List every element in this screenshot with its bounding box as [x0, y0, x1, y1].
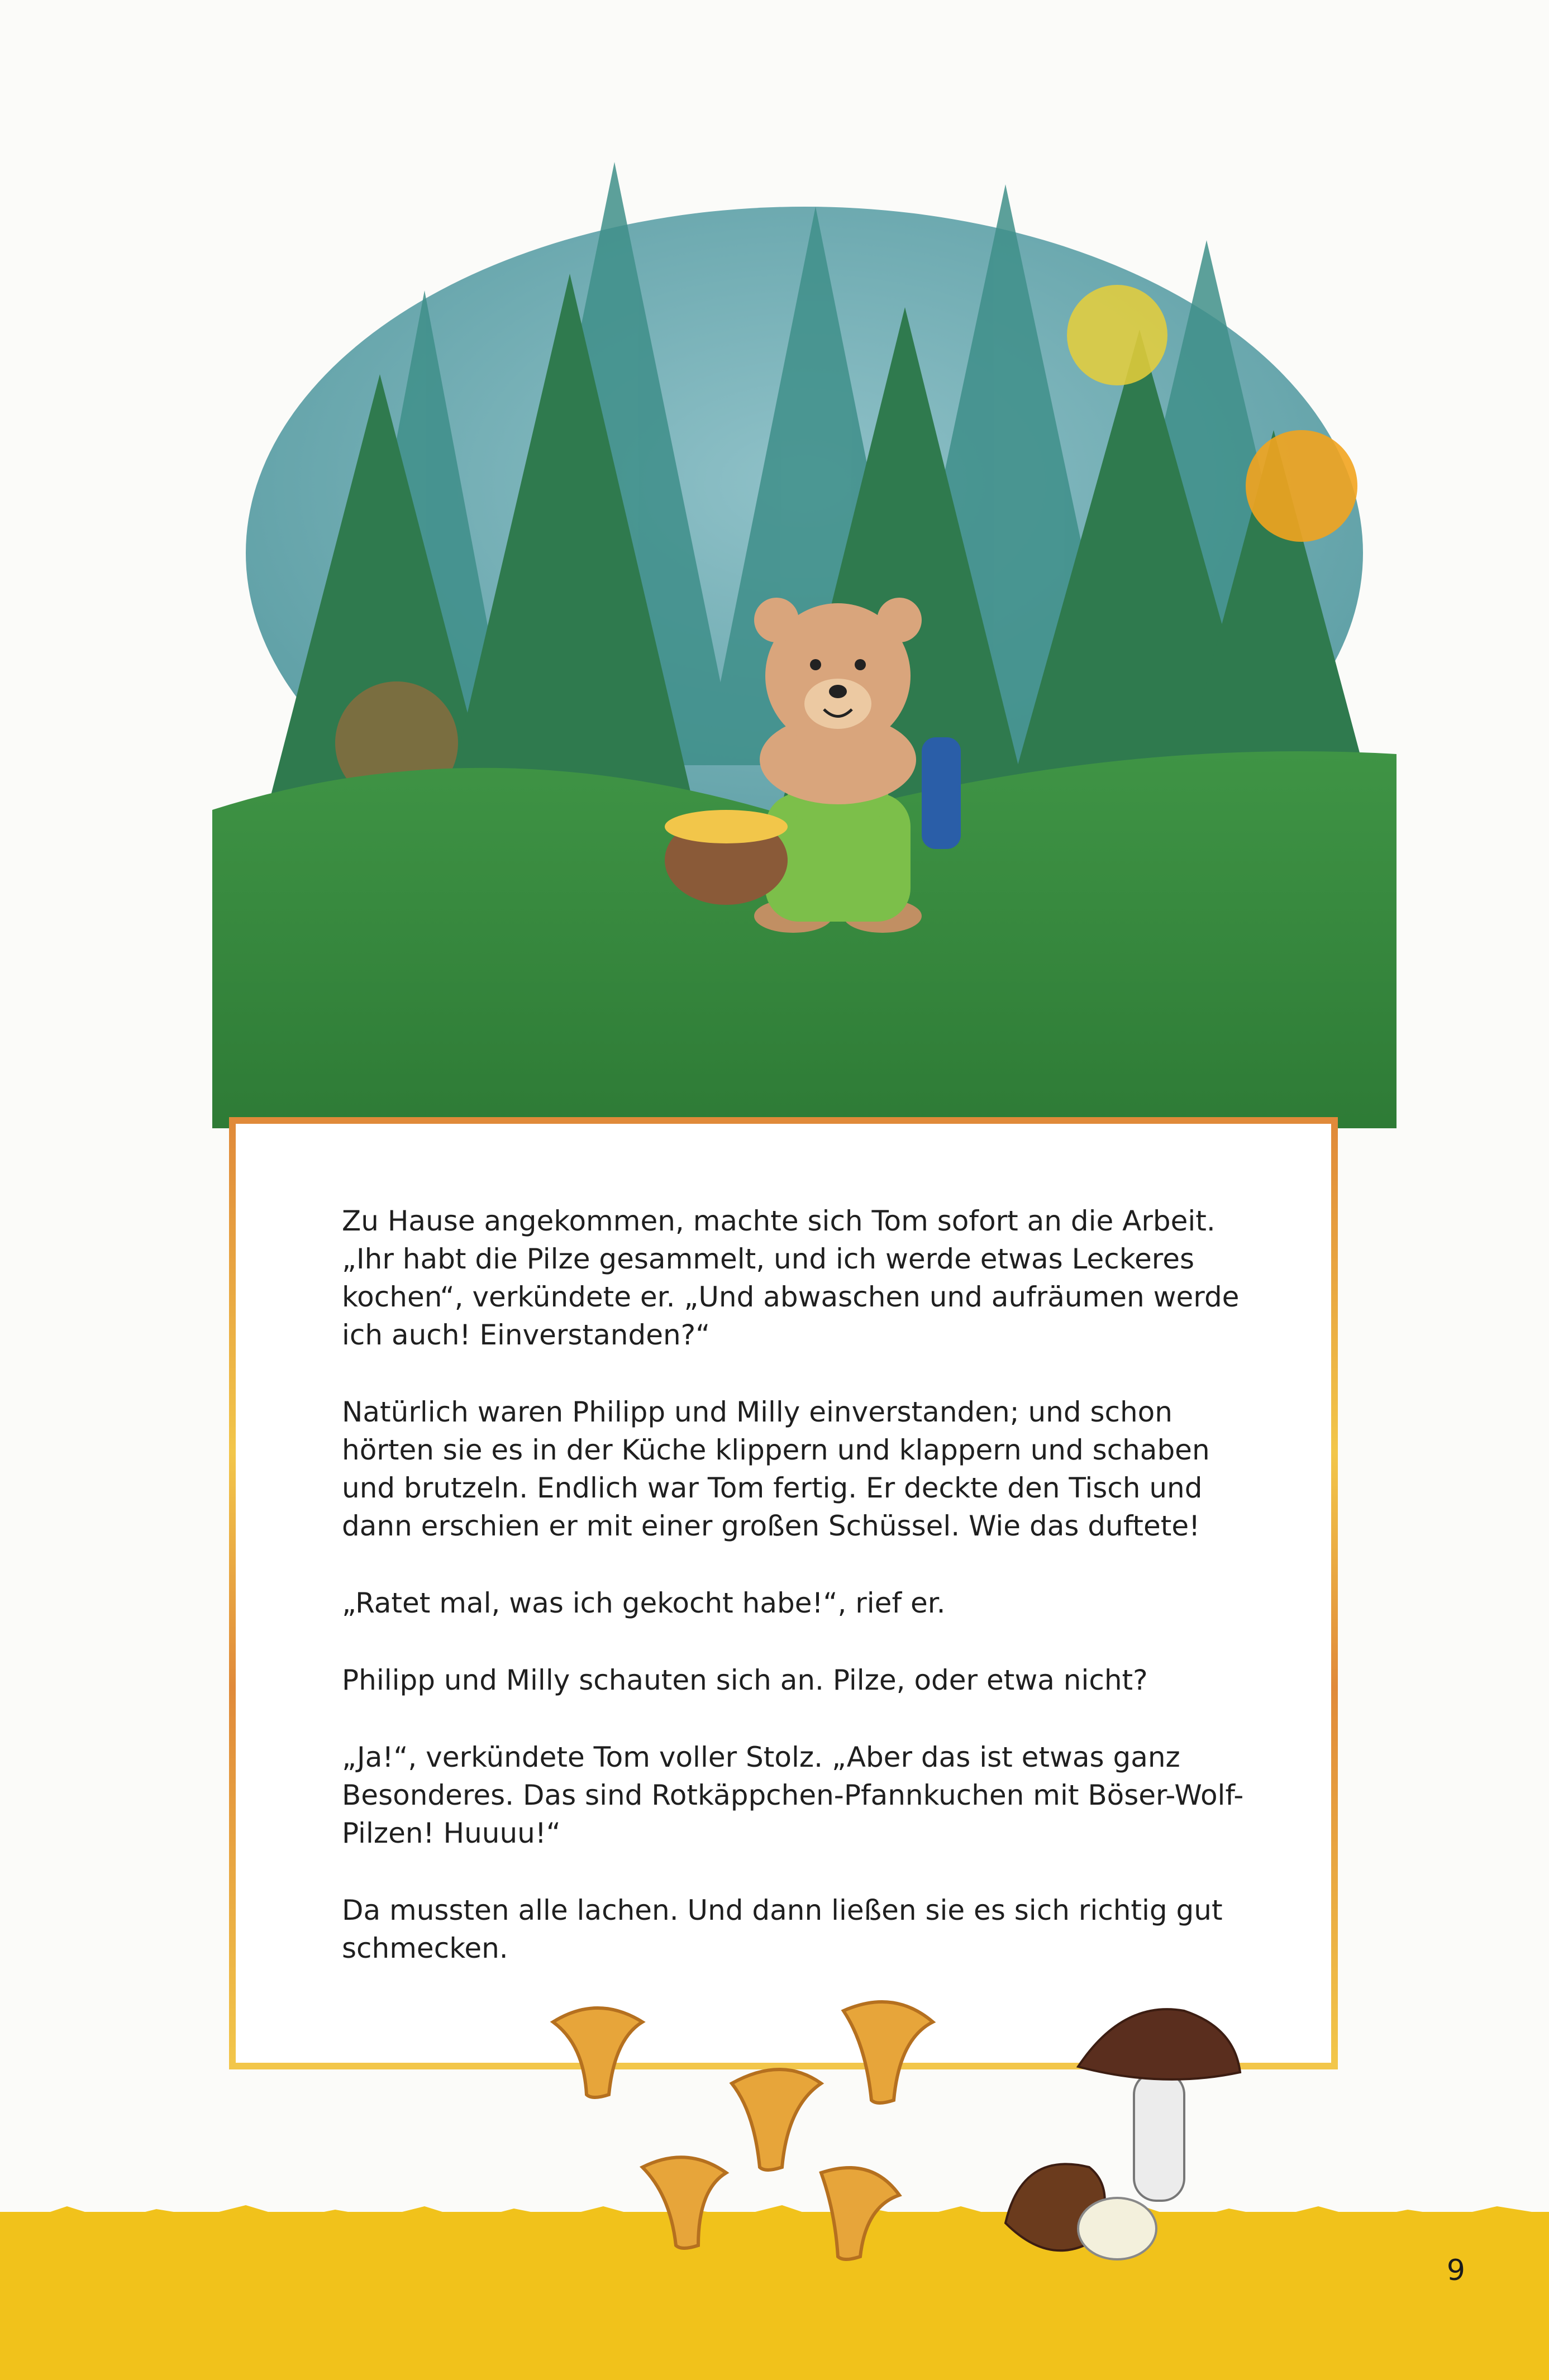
page-number: 9: [1446, 2254, 1465, 2287]
story-paragraph-1: Zu Hause angekommen, machte sich Tom sofort an die Arbeit. „Ihr habt die Pilze gesammelt, und ich werde etwas Leckeres kochen“, verkündete er. „Und abwaschen und aufräumen werde ich auch! Einverstanden?“: [342, 1205, 1240, 1351]
bear-forest-illustration: [212, 95, 1397, 1128]
orange-foliage: [1246, 430, 1357, 542]
yellow-foliage: [1067, 285, 1167, 385]
chanterelle-icon: [642, 2157, 726, 2248]
story-paragraph-6: Da mussten alle lachen. Und dann ließen sie es sich richtig gut schmecken.: [342, 1894, 1223, 1964]
story-paragraph-5: „Ja!“, verkündete Tom voller Stolz. „Aber das ist etwas ganz Besonderes. Das sind Rotkäppchen-Pfannkuchen mit Böser-Wolf-Pilzen! Huuuu!“: [342, 1741, 1244, 1849]
chanterelle-icon: [732, 2069, 821, 2170]
story-paragraph-2: Natürlich waren Philipp und Milly einverstanden; und schon hörten sie es in der Küche klippern und klappern und schaben und brutzeln. Endlich war Tom fertig. Er deckte den Tisch und dann erschien er mit einer großen Schüssel. Wie das duftete!: [342, 1396, 1210, 1542]
story-paragraph-3: „Ratet mal, was ich gekocht habe!“, rief er.: [342, 1587, 946, 1619]
story-paragraph-4: Philipp und Milly schauten sich an. Pilze, oder etwa nicht?: [342, 1664, 1148, 1696]
chanterelle-icon: [843, 2002, 933, 2103]
chanterelle-icon: [821, 2168, 899, 2259]
porcini-mushroom-icon: [1078, 2009, 1240, 2201]
story-text: [342, 1202, 1247, 2006]
text-box: [229, 1117, 1338, 2069]
mushroom-cluster-icon: [531, 1988, 1257, 2301]
chanterelle-icon: [553, 2008, 642, 2097]
